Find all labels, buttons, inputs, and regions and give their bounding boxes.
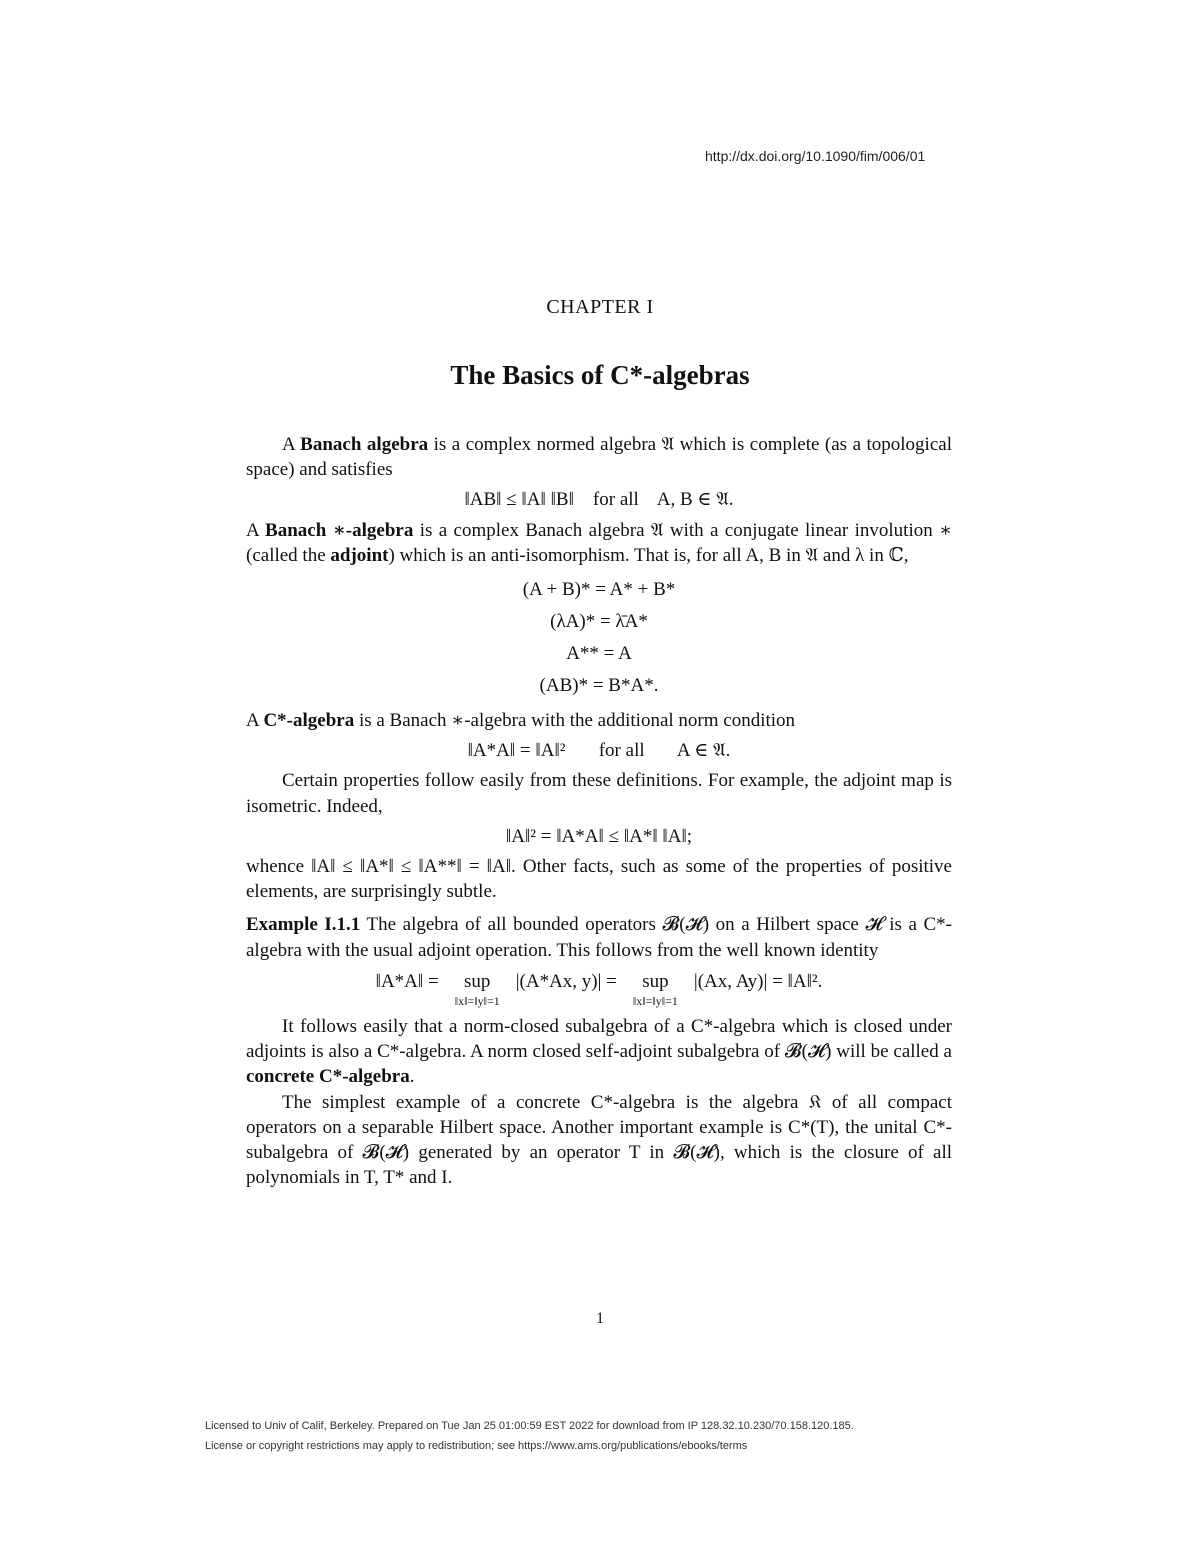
paragraph-whence: whence ‖A‖ ≤ ‖A*‖ ≤ ‖A**‖ = ‖A‖. Other facts, such as some of the properties of positive elements, are surprisingly subtle. — [246, 856, 952, 903]
term-concrete-c-star-algebra: concrete C*-algebra — [246, 1066, 410, 1088]
paragraph-simplest-example: The simplest example of a concrete C*-algebra is the algebra 𝔎 of all compact operators on a separable Hilbert space. Another important example is C*(T), the unital C*-subalgebra of 𝓑(𝓗) generated by an operator T in 𝓑(𝓗), which is the closure of all polynomials in T, T* and I. — [246, 1091, 952, 1189]
text: A — [282, 434, 301, 455]
equation-sup-identity — [246, 969, 952, 1008]
paragraph-banach-star-algebra — [246, 518, 952, 568]
term-banach-algebra: Banach algebra — [300, 434, 429, 455]
text: It follows easily that a norm-closed subalgebra of a C*-algebra which is closed under adjoints is also a C*-algebra. A norm closed self-adjoint subalgebra of 𝓑(𝓗) will be called a — [246, 1016, 952, 1063]
chapter-label: CHAPTER I — [546, 296, 654, 318]
body-text — [246, 432, 952, 1190]
sup-subscript: ‖x‖=‖y‖=1 — [454, 994, 500, 1009]
text: is a Banach ∗-algebra with the additional norm condition — [354, 710, 796, 732]
sup-operator — [633, 969, 678, 1008]
paragraph-concrete — [246, 1014, 952, 1090]
footer-copyright-line[interactable]: License or copyright restrictions may apply to redistribution; see https://www.ams.org/publications/ebooks/terms — [205, 1440, 748, 1452]
sup-text: sup — [464, 970, 491, 992]
term-banach-star-algebra: Banach ∗-algebra — [265, 519, 414, 541]
paragraph-properties: Certain properties follow easily from these definitions. For example, the adjoint map is isometric. Indeed, — [246, 770, 952, 817]
term-c-star-algebra: C*-algebra — [263, 710, 355, 732]
text: The algebra of all bounded operators 𝓑(𝓗) on a Hilbert space 𝓗 is a C*-algebra with the usual adjoint operation. This follows from the well known identity — [246, 914, 952, 961]
page-number: 1 — [596, 1310, 604, 1327]
text: . — [409, 1066, 415, 1088]
text: A — [246, 519, 266, 541]
sup-text: sup — [642, 970, 669, 992]
equation-c-star-condition: ‖A*A‖ = ‖A‖² for all A ∈ 𝔄. — [467, 740, 731, 762]
equation-line: (A + B)* = A* + B* — [522, 579, 676, 601]
equation-line: (λA)* = λ̄A* — [550, 611, 648, 633]
sup-operator — [455, 969, 500, 1008]
equation-part: |(A*Ax, y)| = — [515, 970, 617, 992]
paragraph-example — [246, 912, 952, 962]
paragraph-c-star-algebra — [246, 708, 952, 733]
term-adjoint: adjoint — [330, 544, 389, 566]
example-label: Example I.1.1 — [246, 914, 361, 936]
chapter-title: The Basics of C*-algebras — [450, 360, 750, 390]
sup-subscript: ‖x‖=‖y‖=1 — [632, 994, 678, 1009]
text: A — [246, 710, 264, 732]
equation-part: |(Ax, Ay)| = ‖A‖². — [693, 970, 823, 992]
equation-line: (AB)* = B*A*. — [539, 675, 659, 697]
equation-isometric: ‖A‖² = ‖A*A‖ ≤ ‖A*‖ ‖A‖; — [505, 825, 693, 847]
footer-license-line: Licensed to Univ of Calif, Berkeley. Prepared on Tue Jan 25 01:00:59 EST 2022 for download from IP 128.32.10.230/70.158.120.185. — [205, 1420, 854, 1432]
equation-part: ‖A*A‖ = — [375, 970, 439, 992]
text: is a complex normed algebra 𝔄 which is complete (as a topological space) and satisfies — [246, 434, 952, 481]
text: ) which is an anti-isomorphism. That is, for all A, B in 𝔄 and λ in ℂ, — [388, 544, 909, 566]
paragraph-banach-algebra — [246, 432, 952, 482]
doi-link[interactable]: http://dx.doi.org/10.1090/fim/006/01 — [705, 148, 926, 164]
equation-line: A** = A — [566, 643, 632, 665]
equation-group-involution — [246, 574, 952, 702]
equation-norm-inequality: ‖AB‖ ≤ ‖A‖ ‖B‖ for all A, B ∈ 𝔄. — [464, 489, 734, 511]
text: is a complex Banach algebra 𝔄 with a conjugate linear involution ∗ (called the — [246, 519, 953, 566]
